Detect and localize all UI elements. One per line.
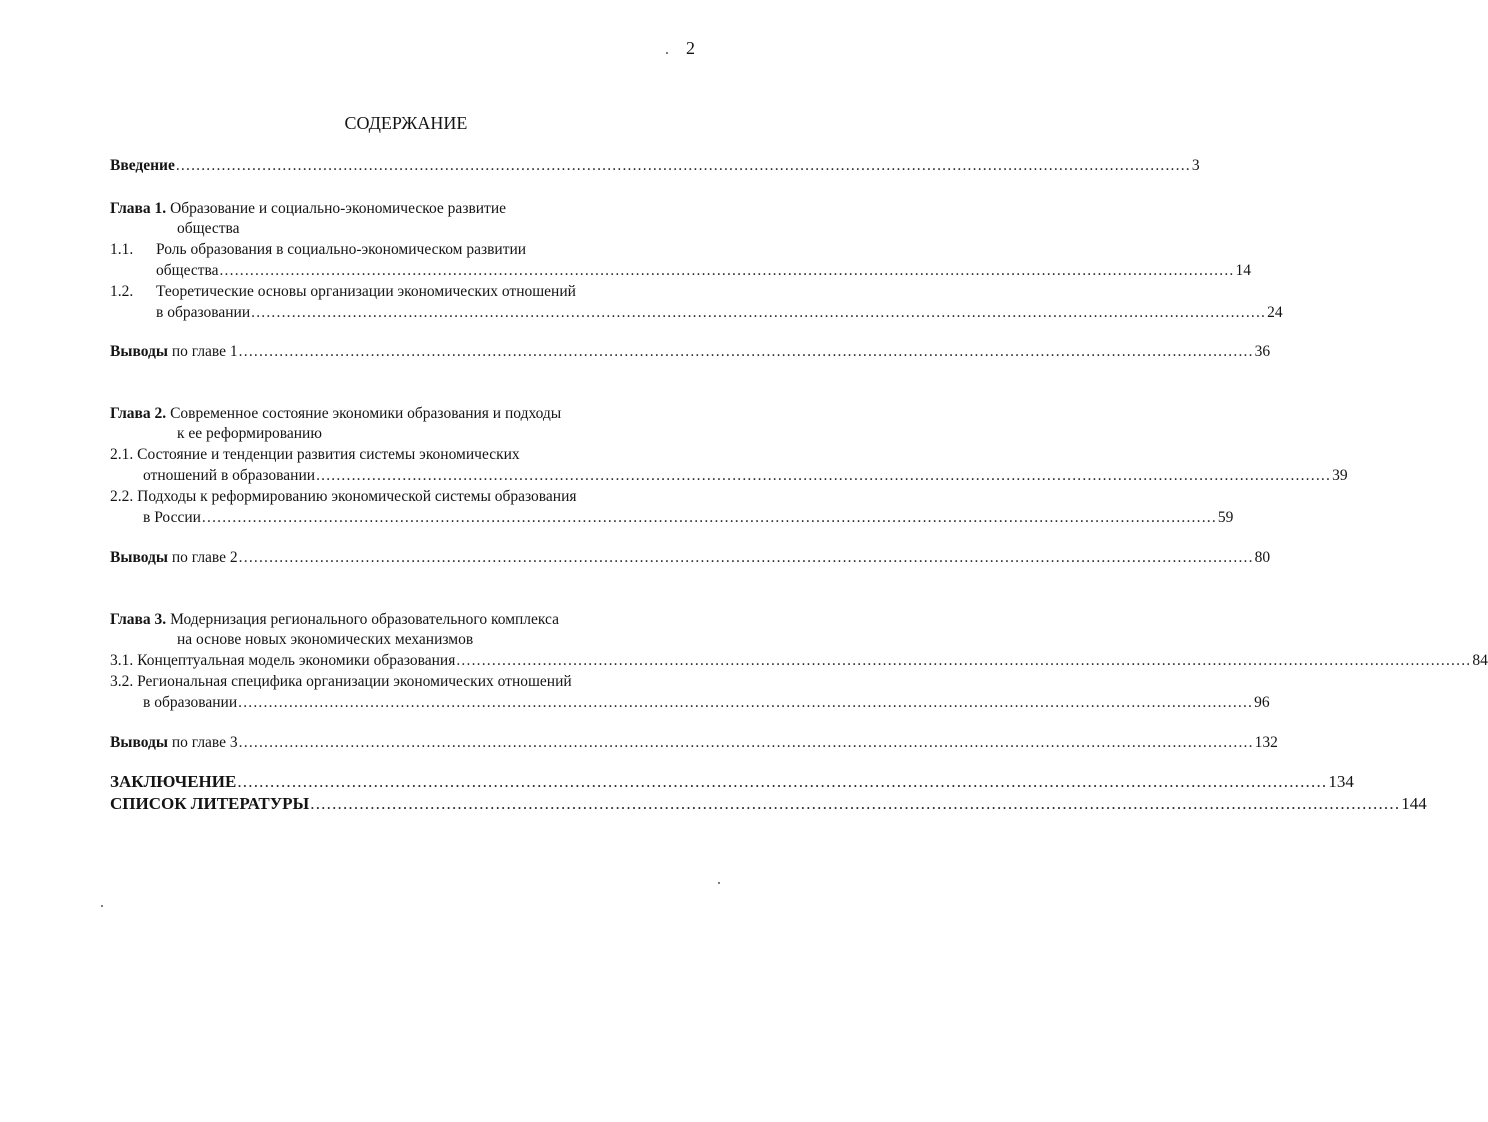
chapter3-heading-cont: на основе новых экономических механизмов — [177, 631, 474, 648]
section-1-2-cont: в образовании — [156, 304, 251, 321]
toc-entry-references[interactable] — [110, 794, 1427, 814]
conclusions-1-page: 36 — [1254, 343, 1271, 360]
leader-dots: ........................................................................................................................................................................................................ — [238, 549, 1254, 566]
section-3-1-title: 3.1. Концептуальная модель экономики образования — [110, 652, 456, 669]
section-2-2-page: 59 — [1217, 509, 1234, 526]
section-1-1-page: 14 — [1235, 262, 1251, 279]
toc-title: СОДЕРЖАНИЕ — [344, 113, 468, 133]
toc-entry-3-1[interactable] — [110, 651, 1488, 671]
chapter1-title: Образование и социально-экономическое развитие — [166, 200, 506, 217]
conclusions-2-page: 80 — [1254, 549, 1271, 566]
chapter3-heading[interactable] — [110, 610, 559, 630]
leader-dots: ........................................................................................................................................................................................................ — [238, 694, 1254, 711]
chapter2-heading-cont: к ее реформированию — [177, 425, 322, 442]
leader-dots: ........................................................................................................................................................................................................ — [219, 262, 1235, 279]
section-1-2-page: 24 — [1267, 304, 1283, 321]
toc-entry-conclusions-2[interactable] — [110, 548, 1271, 568]
toc-entry-3-2[interactable] — [143, 693, 1270, 713]
section-1-2-title[interactable]: Теоретические основы организации экономических отношений — [156, 283, 576, 300]
toc-entry-intro[interactable] — [110, 156, 1200, 176]
toc-entry-1-1[interactable] — [156, 261, 1251, 281]
section-1-1-cont: общества — [156, 262, 219, 279]
section-2-1-title[interactable]: 2.1. Состояние и тенденции развития системы экономических — [110, 446, 520, 463]
toc-entry-conclusions-1[interactable] — [110, 342, 1271, 362]
section-1-2-number: 1.2. — [110, 283, 134, 300]
conclusion-page: 134 — [1328, 772, 1354, 791]
chapter2-heading[interactable] — [110, 404, 561, 424]
leader-dots: ........................................................................................................................................................................................................ — [251, 304, 1267, 321]
leader-dots: ........................................................................................................................................................................................................ — [316, 467, 1332, 484]
scan-speck — [718, 882, 720, 884]
chapter2-label: Глава 2. — [110, 405, 167, 422]
conclusions-1-label: Выводы — [110, 343, 168, 360]
conclusions-3-text: по главе 3 — [167, 734, 238, 751]
leader-dots: ........................................................................................................................................................................................................ — [456, 652, 1472, 669]
chapter1-label: Глава 1. — [110, 200, 167, 217]
conclusions-2-text: по главе 2 — [167, 549, 238, 566]
leader-dots: ........................................................................................................................................................................................................ — [175, 157, 1191, 174]
chapter2-title: Современное состояние экономики образования и подходы — [166, 405, 562, 422]
scan-speck — [101, 905, 103, 907]
references-label: СПИСОК ЛИТЕРАТУРЫ — [110, 794, 310, 813]
toc-entry-2-2[interactable] — [143, 508, 1234, 528]
section-2-2-cont: в России — [143, 509, 201, 526]
chapter1-heading[interactable] — [110, 199, 506, 219]
conclusions-3-label: Выводы — [110, 734, 168, 751]
intro-label: Введение — [110, 157, 175, 174]
chapter3-label: Глава 3. — [110, 611, 167, 628]
section-2-2-title[interactable]: 2.2. Подходы к реформированию экономической системы образования — [110, 488, 577, 505]
section-1-1-title[interactable]: Роль образования в социально-экономическом развитии — [156, 241, 527, 258]
section-3-2-page: 96 — [1254, 694, 1270, 711]
chapter1-heading-cont: общества — [177, 220, 240, 237]
chapter3-title: Модернизация регионального образовательного комплекса — [166, 611, 560, 628]
intro-page: 3 — [1191, 157, 1200, 174]
section-1-1-number: 1.1. — [110, 241, 134, 258]
conclusions-2-label: Выводы — [110, 549, 168, 566]
references-page: 144 — [1401, 794, 1427, 813]
section-3-2-cont: в образовании — [143, 694, 238, 711]
conclusions-3-page: 132 — [1254, 734, 1278, 751]
section-2-1-page: 39 — [1332, 467, 1348, 484]
section-2-1-cont: отношений в образовании — [143, 467, 316, 484]
leader-dots: ........................................................................................................................................................................................................ — [238, 343, 1254, 360]
toc-entry-conclusions-3[interactable] — [110, 733, 1278, 753]
scan-speck — [666, 52, 668, 54]
section-3-1-page: 84 — [1472, 652, 1488, 669]
section-3-2-title[interactable]: 3.2. Региональная специфика организации экономических отношений — [110, 673, 572, 690]
leader-dots: ........................................................................................................................................................................................................ — [201, 509, 1217, 526]
leader-dots: ........................................................................................................................................................................................................ — [310, 794, 1401, 813]
page-number: 2 — [686, 38, 695, 58]
toc-entry-conclusion[interactable] — [110, 772, 1354, 792]
conclusions-1-text: по главе 1 — [167, 343, 238, 360]
leader-dots: ........................................................................................................................................................................................................ — [238, 734, 1254, 751]
leader-dots: ........................................................................................................................................................................................................ — [237, 772, 1328, 791]
toc-entry-1-2[interactable] — [156, 303, 1283, 323]
toc-entry-2-1[interactable] — [143, 466, 1348, 486]
conclusion-label: ЗАКЛЮЧЕНИЕ — [110, 772, 237, 791]
